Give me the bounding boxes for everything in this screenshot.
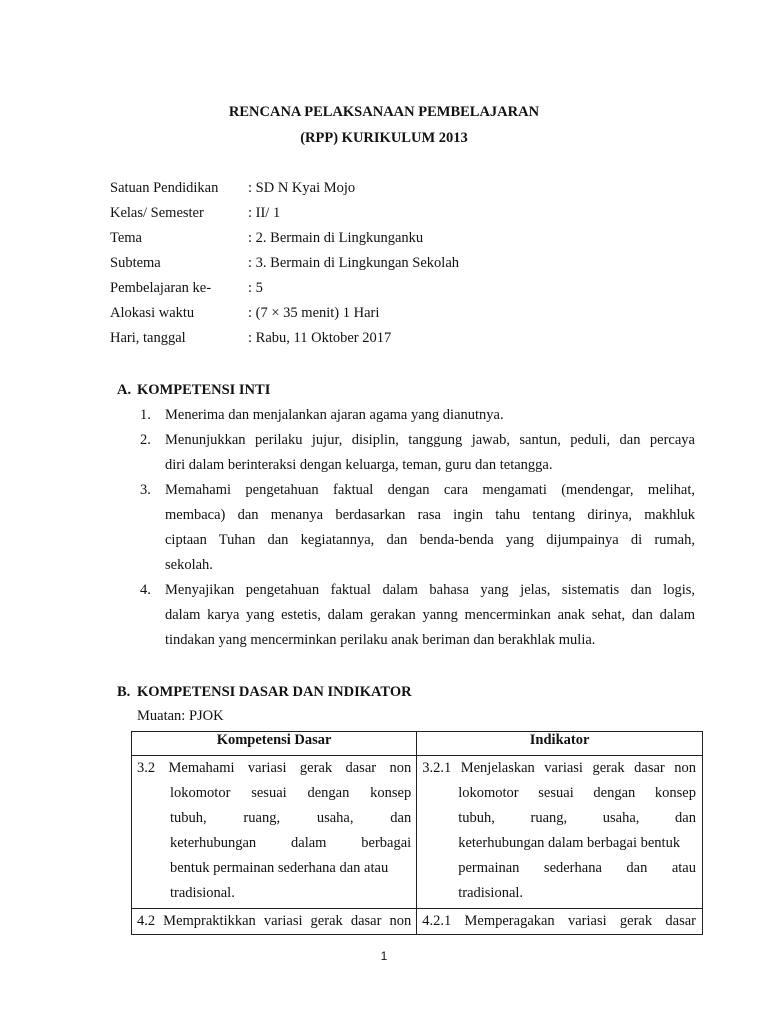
- section-b-heading: [117, 684, 412, 701]
- table-cell-indikator: [417, 909, 703, 935]
- cell-line: bentuk permainan sederhana dan atau: [170, 860, 389, 876]
- section-title: KOMPETENSI INTI: [137, 382, 271, 398]
- identity-value: : II/ 1: [248, 205, 281, 221]
- cell-line: 4.2 Mempraktikkan variasi gerak dasar non: [137, 913, 412, 929]
- cell-line: 3.2.1 Menjelaskan variasi gerak dasar non: [422, 760, 696, 776]
- list-number: 2.: [140, 432, 151, 448]
- list-line: dalam karya yang estetis, dalam gerakan yanng mencerminkan anak sehat, dan dalam: [165, 607, 695, 623]
- page-number: 1: [380, 949, 388, 963]
- identity-label: Tema: [110, 230, 142, 246]
- table-row: [132, 909, 703, 935]
- list-line: ciptaan Tuhan dan kegiatannya, dan benda-benda yang dijumpainya di rumah,: [165, 532, 695, 548]
- list-number: 4.: [140, 582, 151, 598]
- section-a-heading: [117, 382, 270, 399]
- cell-line: tubuh, ruang, usaha, dan: [170, 810, 412, 826]
- cell-line: 3.2 Memahami variasi gerak dasar non: [137, 760, 412, 776]
- table-cell-kd: [132, 756, 417, 909]
- identity-value: : 5: [248, 280, 263, 296]
- list-line: Menerima dan menjalankan ajaran agama yang dianutnya.: [165, 407, 504, 423]
- section-letter: A.: [117, 382, 132, 398]
- table-cell-kd: [132, 909, 417, 935]
- cell-line: lokomotor sesuai dengan konsep: [170, 785, 412, 801]
- table-header-row: [132, 732, 703, 756]
- cell-line: lokomotor sesuai dengan konsep: [458, 785, 696, 801]
- cell-line: tubuh, ruang, usaha, dan: [458, 810, 696, 826]
- kd-indikator-table: [131, 731, 703, 935]
- list-line: Menyajikan pengetahuan faktual dalam bahasa yang jelas, sistematis dan logis,: [165, 582, 695, 598]
- identity-value: : (7 × 35 menit) 1 Hari: [248, 305, 380, 321]
- section-title: KOMPETENSI DASAR DAN INDIKATOR: [137, 684, 412, 700]
- identity-label: Kelas/ Semester: [110, 205, 204, 221]
- identity-label: Pembelajaran ke-: [110, 280, 212, 296]
- list-number: 3.: [140, 482, 151, 498]
- cell-line: tradisional.: [170, 885, 235, 901]
- table-row: [132, 756, 703, 909]
- list-line: sekolah.: [165, 557, 213, 573]
- identity-label: Satuan Pendidikan: [110, 180, 219, 196]
- list-number: 1.: [140, 407, 151, 423]
- document-title: RENCANA PELAKSANAAN PEMBELAJARAN: [228, 104, 540, 120]
- identity-value: : 3. Bermain di Lingkungan Sekolah: [248, 255, 460, 271]
- list-line: Memahami pengetahuan faktual dengan cara mengamati (mendengar, melihat,: [165, 482, 695, 498]
- list-line: tindakan yang mencerminkan perilaku anak beriman dan berakhlak mulia.: [165, 632, 596, 648]
- table-cell-indikator: [417, 756, 703, 909]
- list-line: membaca) dan menanya berdasarkan rasa ingin tahu tentang dirinya, makhluk: [165, 507, 695, 523]
- table-header-indikator: Indikator: [417, 732, 703, 756]
- cell-line: keterhubungan dalam berbagai: [170, 835, 412, 851]
- list-line: diri dalam berinteraksi dengan keluarga, teman, guru dan tetangga.: [165, 457, 553, 473]
- identity-value: : Rabu, 11 Oktober 2017: [248, 330, 392, 346]
- identity-label: Alokasi waktu: [110, 305, 195, 321]
- cell-line: keterhubungan dalam berbagai bentuk: [458, 835, 681, 851]
- document-subtitle: (RPP) KURIKULUM 2013: [300, 130, 468, 146]
- cell-line: permainan sederhana dan atau: [458, 860, 696, 876]
- cell-line: tradisional.: [458, 885, 524, 901]
- cell-line: 4.2.1 Memperagakan variasi gerak dasar: [422, 913, 696, 929]
- identity-label: Hari, tanggal: [110, 330, 186, 346]
- table-header-kompetensi: Kompetensi Dasar: [132, 732, 417, 756]
- list-line: Menunjukkan perilaku jujur, disiplin, tanggung jawab, santun, peduli, dan percaya: [165, 432, 695, 448]
- identity-value: : SD N Kyai Mojo: [248, 180, 356, 196]
- muatan-label: Muatan: PJOK: [137, 708, 224, 724]
- identity-label: Subtema: [110, 255, 161, 271]
- section-letter: B.: [117, 684, 131, 700]
- identity-value: : 2. Bermain di Lingkunganku: [248, 230, 424, 246]
